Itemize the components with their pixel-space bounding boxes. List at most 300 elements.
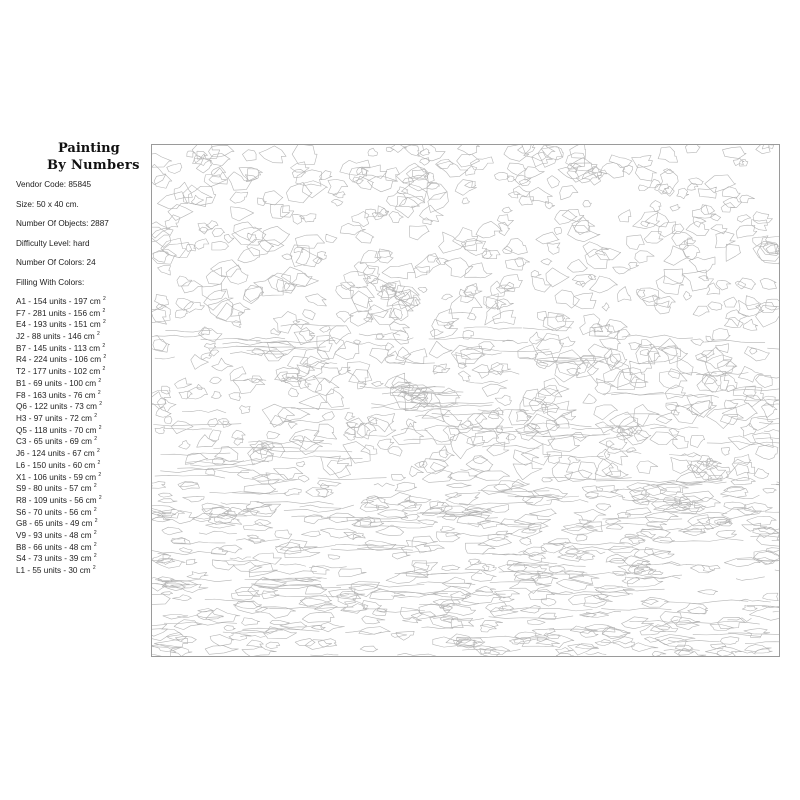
outline-streak [374,483,395,486]
outline-region [474,471,510,480]
painting-outline-image [152,145,779,656]
outline-region [345,427,355,435]
outline-region [756,445,778,460]
outline-region [743,319,758,330]
outline-region [442,515,456,520]
unit-superscript: 2 [102,307,106,314]
outline-region [749,606,779,620]
outline-region [711,214,721,221]
outline-region [320,326,331,333]
outline-region [152,309,167,324]
outline-streak [397,653,436,656]
outline-streak [280,564,306,566]
outline-region [368,148,378,156]
outline-region [403,349,427,364]
outline-streak [586,652,607,654]
outline-region [299,598,332,608]
outline-region [522,639,560,647]
outline-region [583,394,597,404]
outline-region [721,448,729,456]
outline-region [555,290,580,308]
outline-region [488,362,503,374]
outline-region [511,526,542,538]
outline-region [338,367,350,374]
color-entry-text: T2 - 177 units - 102 cm [16,367,101,377]
outline-streak [230,557,251,559]
outline-streak [662,563,702,566]
outline-region [231,303,250,316]
color-list-item [16,365,146,377]
outline-region [542,477,553,481]
outline-streak [404,439,451,442]
color-entry-text: F8 - 163 units - 76 cm [16,390,96,400]
outline-region [529,555,546,562]
outline-streak [466,380,508,383]
outline-region [305,294,326,306]
outline-region [152,305,170,321]
outline-region [266,473,298,485]
outline-region [562,209,584,221]
outline-streak [777,481,779,483]
color-entry-text: J6 - 124 units - 67 cm [16,449,95,459]
outline-region [288,422,297,428]
outline-region [347,362,371,382]
filling-colors-label: Filling With Colors: [16,277,85,287]
color-list-item [16,552,146,564]
outline-region [395,482,417,491]
outline-region [172,538,186,543]
outline-region [673,435,688,448]
outline-region [209,175,227,183]
outline-region [197,435,217,448]
outline-streak [153,424,241,426]
outline-region [556,653,573,656]
outline-streak [764,429,779,431]
outline-region [710,624,734,630]
outline-region [753,212,772,224]
color-list-item [16,330,146,342]
outline-region [504,282,515,291]
outline-streak [281,324,344,326]
outline-streak [155,475,225,478]
outline-region [429,341,452,358]
outline-region [417,145,445,161]
outline-region [395,196,420,217]
outline-streak [535,338,560,341]
outline-region [631,377,649,388]
outline-streak [765,511,779,513]
outline-streak [755,437,779,439]
color-list [16,295,146,576]
outline-streak [667,404,693,406]
outline-region [191,195,203,205]
outline-region [238,247,260,262]
outline-region [372,381,384,386]
outline-region [336,311,353,322]
outline-region [750,348,757,354]
outline-region [707,283,720,295]
outline-region [370,589,405,600]
outline-region [232,321,241,328]
outline-region [165,581,189,587]
outline-region [634,550,654,558]
outline-region [465,263,493,278]
outline-region [590,276,618,293]
color-list-item [16,400,146,412]
color-entry-text: X1 - 106 units - 59 cm [16,472,97,482]
outline-region [701,205,715,215]
outline-region [179,391,192,399]
outline-region [520,538,532,546]
outline-streak [596,480,675,482]
title-line-2: By Numbers [47,158,140,173]
outline-region [187,388,207,399]
outline-streak [284,509,341,512]
outline-region [541,146,563,159]
outline-region [187,572,208,579]
unit-superscript: 2 [92,565,96,572]
outline-region [393,330,409,344]
outline-region [641,221,650,227]
outline-region [733,158,744,165]
outline-region [191,354,209,369]
outline-region [167,632,187,641]
outline-region [632,500,649,505]
outline-region [450,591,471,600]
outline-region [293,436,304,443]
outline-region [665,385,685,399]
outline-region [629,488,646,500]
outline-region [158,493,172,497]
page-title [16,140,146,174]
outline-region [224,626,235,631]
outline-region [715,344,728,353]
color-list-item [16,353,146,365]
unit-superscript: 2 [102,366,106,373]
outline-region [360,646,378,652]
outline-region [428,192,449,213]
outline-region [179,440,191,449]
outline-streak [431,573,482,574]
outline-region [710,466,731,480]
outline-streak [664,600,748,604]
outline-region [254,275,285,296]
outline-region [427,183,447,199]
outline-region [210,377,222,383]
outline-streak [182,410,226,413]
vendor-code: Vendor Code: 85845 [16,180,92,189]
outline-region [201,353,212,360]
outline-region [458,371,470,381]
outline-region [197,611,224,620]
outline-region [188,186,215,205]
color-list-item [16,506,146,518]
outline-region [552,463,573,482]
outline-streak [585,496,625,498]
outline-region [386,147,394,152]
unit-superscript: 2 [102,319,106,326]
unit-superscript: 2 [93,483,97,490]
color-entry-text: B1 - 69 units - 100 cm [16,378,97,388]
outline-region [531,575,558,585]
outline-streak [369,526,433,528]
outline-region [243,523,273,531]
outline-region [430,329,443,336]
outline-streak [359,333,400,336]
outline-region [549,566,565,573]
outline-region [724,297,737,307]
outline-region [547,176,560,189]
outline-region [722,147,746,159]
outline-region [723,197,742,208]
outline-streak [546,499,588,502]
outline-region [211,350,219,356]
outline-region [152,482,166,489]
outline-streak [679,621,760,624]
outline-region [210,153,231,165]
outline-region [232,430,246,440]
canvas-size: Size: 50 x 40 cm. [16,199,79,209]
outline-region [608,546,639,553]
outline-region [464,285,477,295]
outline-region [420,158,430,166]
outline-region [763,488,776,493]
outline-streak [421,627,453,629]
outline-region [506,434,516,440]
outline-region [602,303,609,311]
outline-streak [736,577,765,581]
outline-region [465,543,495,554]
outline-region [242,647,276,656]
outline-region [350,311,372,326]
outline-region [606,519,621,524]
unit-superscript: 2 [97,389,101,396]
outline-region [585,625,615,633]
outline-region [495,172,510,180]
outline-streak [771,483,779,486]
color-entry-text: J2 - 88 units - 146 cm [16,332,95,342]
outline-streak [370,591,458,593]
outline-streak [693,633,761,636]
outline-region [171,584,208,592]
outline-region [391,633,407,637]
outline-region [595,459,613,477]
outline-region [179,548,192,553]
outline-region [570,145,586,158]
outline-region [544,633,560,639]
outline-region [301,531,320,536]
outline-streak [745,642,779,644]
outline-region [154,294,168,305]
outline-region [763,396,779,407]
outline-region [391,308,403,320]
outline-region [656,276,684,295]
outline-streak [318,478,387,480]
outline-region [747,516,777,525]
outline-region [335,341,359,360]
outline-region [186,559,197,564]
outline-region [462,198,470,204]
outline-region [267,431,280,439]
color-list-item [16,389,146,401]
outline-region [597,449,610,459]
outline-region [536,333,563,355]
outline-region [302,181,327,198]
outline-region [685,239,696,244]
outline-region [177,276,192,286]
outline-region [502,207,512,213]
outline-region [499,597,514,601]
color-list-item [16,564,146,576]
outline-region [339,569,367,577]
outline-region [350,287,374,308]
outline-region [300,214,316,222]
outline-region [734,454,751,464]
outline-streak [478,490,549,492]
outline-region [320,528,356,538]
outline-region [230,367,246,381]
outline-region [763,593,779,601]
outline-region [311,566,330,574]
outline-region [583,201,592,207]
outline-region [243,504,280,514]
outline-streak [776,483,779,485]
outline-region [356,230,374,243]
color-entry-text: S6 - 70 units - 56 cm [16,507,92,517]
outline-region [233,562,262,572]
outline-region [740,195,755,203]
outline-region [204,289,234,310]
outline-region [352,212,369,227]
outline-region [533,488,567,499]
outline-streak [707,441,779,445]
outline-region [152,391,171,405]
outline-region [197,384,203,389]
outline-region [644,231,663,243]
outline-region [295,638,315,645]
outline-region [633,404,659,426]
outline-region [284,489,301,496]
outline-region [212,560,234,570]
outline-region [153,339,167,350]
outline-streak [601,608,671,610]
outline-region [388,447,402,457]
outline-streak [667,481,722,484]
unit-superscript: 2 [94,436,98,443]
outline-region [691,401,711,417]
outline-region [233,379,265,394]
outline-region [152,594,170,604]
outline-streak [230,352,287,355]
unit-superscript: 2 [99,401,103,408]
outline-region [239,167,263,181]
outline-region [652,296,675,308]
outline-region [175,378,192,388]
outline-region [412,561,429,570]
outline-streak [356,342,387,346]
outline-region [294,247,303,252]
outline-region [618,287,632,302]
outline-region [436,258,449,265]
outline-region [536,360,548,369]
outline-region [572,274,592,287]
outline-region [613,267,631,274]
outline-streak [622,335,693,339]
outline-region [685,145,700,153]
outline-region [472,365,490,379]
outline-region [270,620,289,624]
outline-region [300,349,330,368]
outline-streak [541,408,577,410]
outline-region [541,259,552,265]
outline-region [317,335,332,351]
outline-region [259,146,286,163]
outline-region [738,366,763,382]
outline-region [442,577,471,588]
outline-region [455,180,477,196]
outline-region [235,601,268,613]
outline-region [368,176,398,192]
outline-region [720,637,739,645]
outline-streak [572,427,613,429]
outline-region [576,535,587,541]
outline-region [505,259,524,270]
outline-region [184,301,205,312]
outline-region [303,310,316,320]
color-list-item [16,318,146,330]
outline-region [640,350,649,356]
outline-region [744,347,769,361]
outline-region [529,332,544,344]
outline-region [606,524,623,529]
color-entry-text: B7 - 145 units - 113 cm [16,343,101,353]
outline-region [745,645,772,652]
outline-region [445,492,462,497]
outline-region [702,375,717,384]
outline-region [423,218,433,225]
color-list-item [16,377,146,389]
outline-region [705,355,736,377]
outline-region [728,436,755,450]
outline-region [573,293,596,309]
outline-region [467,313,476,320]
outline-region [322,412,334,420]
outline-region [271,328,281,335]
outline-region [382,263,415,279]
outline-region [537,311,546,320]
outline-region [357,423,376,439]
color-list-item [16,424,146,436]
outline-region [442,565,460,571]
outline-region [230,192,248,203]
outline-region [546,268,569,287]
outline-streak [243,379,266,382]
outline-region [457,154,480,167]
outline-region [286,182,312,202]
outline-region [713,328,730,340]
outline-region [645,512,678,523]
outline-region [495,395,511,405]
outline-streak [705,340,766,342]
outline-region [697,455,711,465]
outline-streak [199,531,237,534]
outline-region [436,309,459,325]
outline-region [242,618,260,626]
outline-region [486,504,509,512]
outline-streak [728,399,779,401]
color-list-item [16,529,146,541]
outline-region [385,351,407,365]
